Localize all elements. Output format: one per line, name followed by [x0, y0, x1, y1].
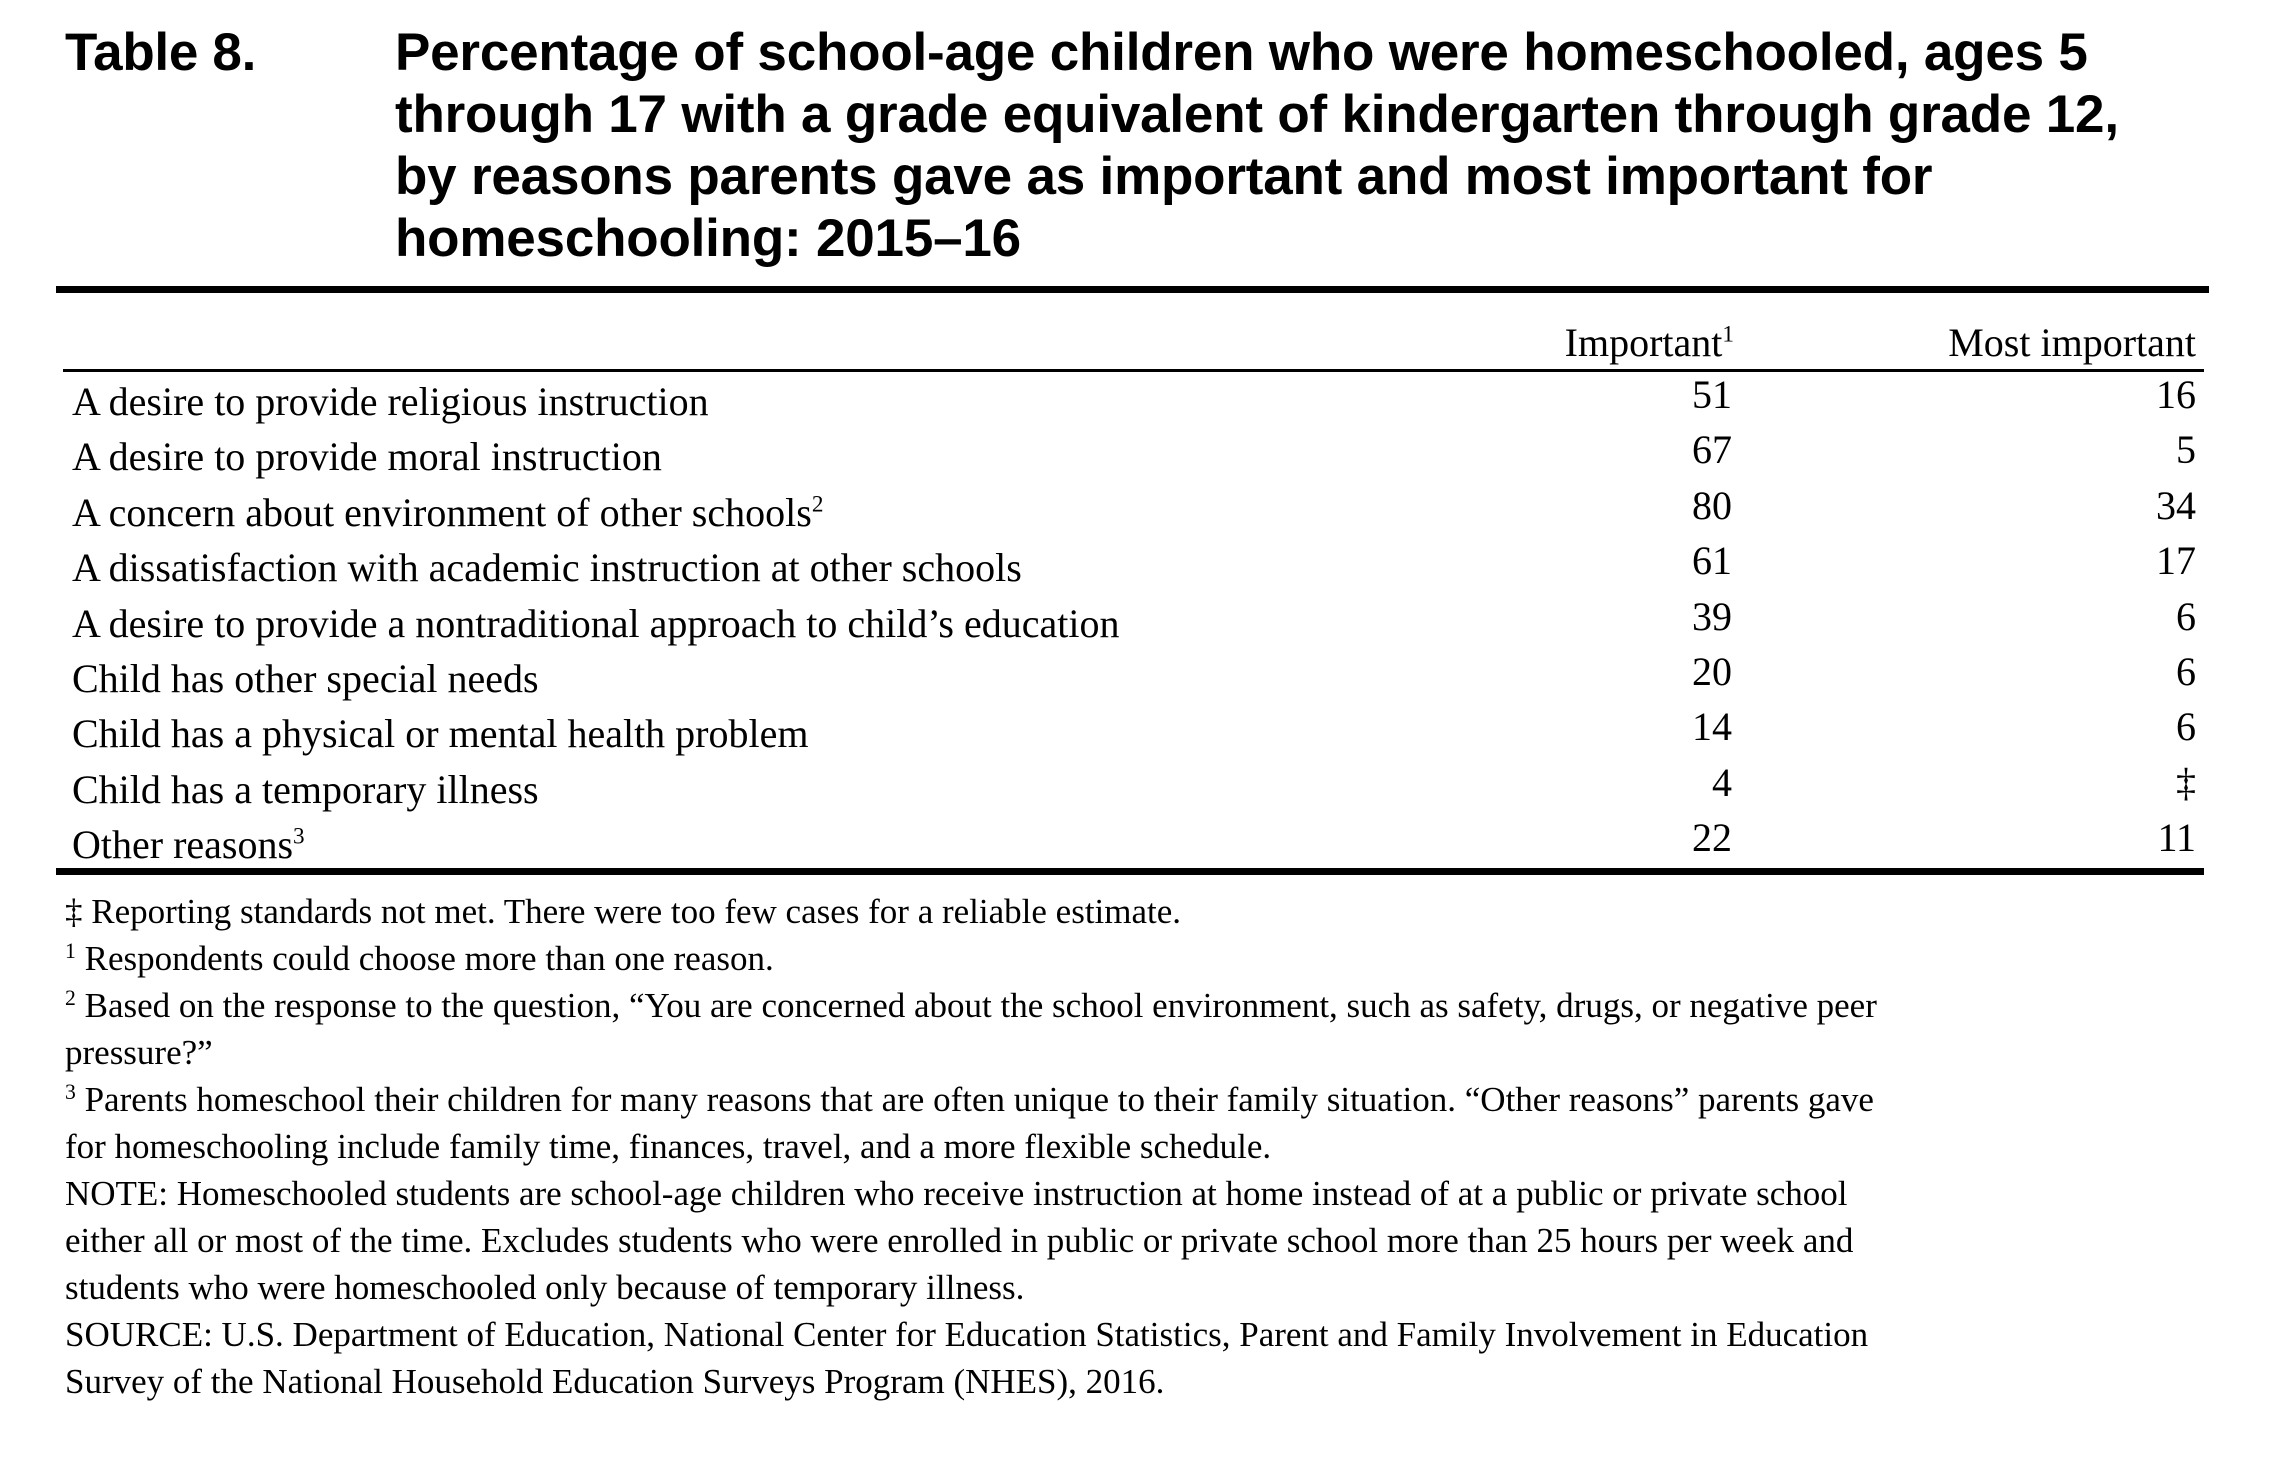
row-label [72, 540, 1022, 595]
most-important-value: 34 [2156, 482, 2196, 528]
footnote-marker: 2 [811, 491, 824, 518]
row-label [72, 817, 305, 872]
most-important-value: 6 [2176, 648, 2196, 694]
row-label-text: A desire to provide religious instruction [72, 379, 709, 424]
important-value: 80 [1692, 482, 1732, 528]
table-row [0, 429, 2290, 484]
row-label-text: A concern about environment of other schools [72, 489, 812, 535]
footnote-2-continued: pressure?” [65, 1033, 213, 1072]
table-notes [65, 888, 2245, 1405]
column-header-label: Important [1564, 320, 1723, 365]
important-value: 61 [1692, 538, 1732, 584]
table-title [395, 22, 2225, 270]
footnote-marker: 3 [65, 1080, 76, 1105]
table-top-rule [56, 286, 2209, 293]
table-title-line: homeschooling: 2015–16 [395, 209, 1021, 268]
row-label [72, 596, 1119, 651]
most-important-value: 11 [2157, 815, 2196, 861]
row-label [72, 374, 709, 429]
source-text: Survey of the National Household Education Surveys Program (NHES), 2016. [65, 1362, 1165, 1401]
row-label [72, 429, 662, 484]
most-important-value: 6 [2176, 704, 2196, 750]
row-label [72, 762, 539, 817]
footnote-marker: 2 [65, 986, 76, 1011]
most-important-value: 5 [2176, 427, 2196, 473]
important-value: 67 [1692, 427, 1732, 473]
table-row [0, 374, 2290, 429]
most-important-value: 16 [2156, 372, 2196, 417]
footnote-text: Parents homeschool their children for many reasons that are often unique to their family situation. “Other reasons” parents gave [75, 1080, 1874, 1119]
source-text: SOURCE: U.S. Department of Education, National Center for Education Statistics, Parent and Family Involvement in Education [65, 1315, 1869, 1354]
important-value: 22 [1692, 815, 1732, 861]
most-important-value: 6 [2176, 593, 2196, 639]
table-title-line: by reasons parents gave as important and most important for [395, 147, 1933, 206]
row-label [72, 706, 808, 761]
row-label-text: Child has a temporary illness [72, 766, 539, 812]
footnote-marker: 1 [65, 939, 76, 964]
row-label [72, 485, 823, 540]
row-label-text: Child has a physical or mental health problem [72, 711, 809, 757]
note-text: NOTE: Homeschooled students are school-age children who receive instruction at home instead of at a public or private school [65, 1174, 1848, 1213]
table-body [0, 374, 2290, 873]
table-row [0, 706, 2290, 761]
column-header-label: Most important [1948, 320, 2196, 365]
footnote-3-continued: for homeschooling include family time, finances, travel, and a more flexible schedule. [65, 1127, 1272, 1166]
column-header-important [1565, 321, 1734, 365]
table-row [0, 759, 2290, 817]
row-label [72, 651, 539, 706]
important-value: 4 [1712, 759, 1732, 805]
table-title-line: through 17 with a grade equivalent of kindergarten through grade 12, [395, 85, 2119, 144]
most-important-value: 17 [2156, 538, 2196, 584]
footnote-marker: 1 [1722, 321, 1734, 348]
table-row [0, 817, 2290, 872]
note-text: students who were homeschooled only because of temporary illness. [65, 1268, 1025, 1307]
double-dagger-symbol: ‡ [65, 892, 83, 931]
table-row [0, 648, 2290, 706]
row-label-text: Other reasons [72, 822, 294, 868]
important-value: 39 [1692, 593, 1732, 639]
footnote-1 [65, 935, 2245, 982]
footnote-reporting-standards [65, 888, 2245, 935]
table-bottom-rule [56, 868, 2204, 875]
row-label-text: Child has other special needs [72, 655, 539, 701]
most-important-value: ‡ [2176, 759, 2196, 805]
important-value: 51 [1692, 372, 1732, 417]
table-row [0, 540, 2290, 595]
row-label-text: A desire to provide a nontraditional approach to child’s education [72, 600, 1120, 646]
table-number: Table 8. [65, 23, 257, 82]
note-text: either all or most of the time. Excludes students who were enrolled in public or private school more than 25 hours per week and [65, 1221, 1854, 1260]
footnote-text: Based on the response to the question, “You are concerned about the school environment, such as safety, drugs, or negative peer [75, 986, 1877, 1025]
footnote-text: Respondents could choose more than one reason. [75, 939, 774, 978]
footnote-marker: 3 [293, 823, 305, 850]
important-value: 20 [1692, 648, 1732, 694]
column-header-most-important [1948, 321, 2196, 365]
footnote-3 [65, 1076, 2245, 1123]
table-row [0, 593, 2290, 651]
row-label-text: A dissatisfaction with academic instruction at other schools [72, 545, 1022, 591]
important-value: 14 [1692, 704, 1732, 750]
table-row [0, 482, 2290, 540]
header-rule [63, 369, 2204, 372]
footnote-2 [65, 982, 2245, 1029]
footnote-text: Reporting standards not met. There were too few cases for a reliable estimate. [82, 892, 1182, 931]
table-title-line: Percentage of school-age children who were homeschooled, ages 5 [395, 23, 2088, 82]
row-label-text: A desire to provide moral instruction [72, 434, 662, 480]
